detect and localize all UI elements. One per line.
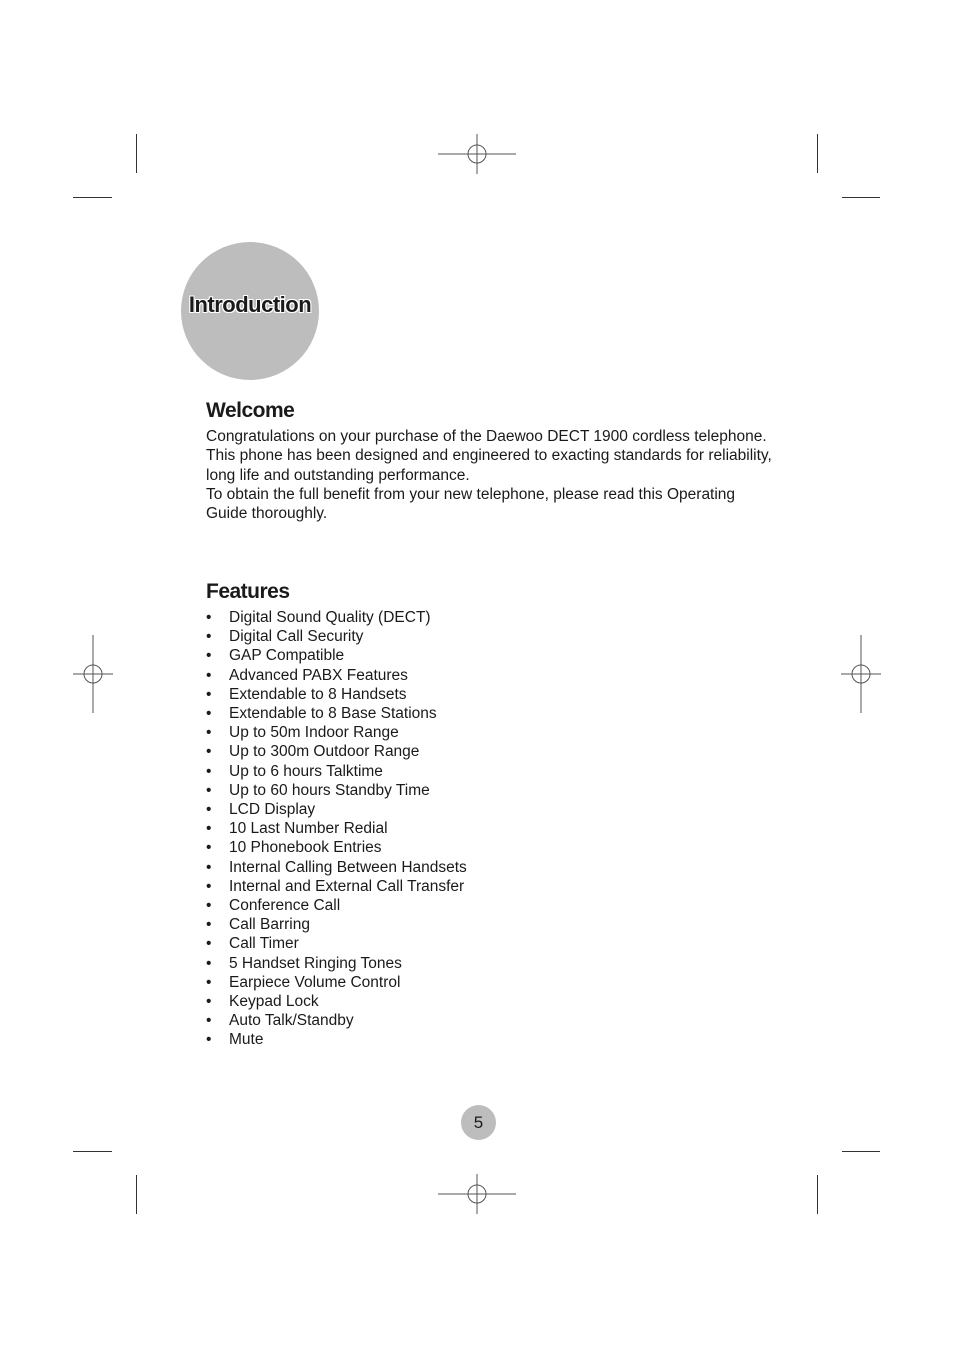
bullet: •	[206, 628, 212, 646]
feature-item	[206, 685, 467, 704]
feature-item	[206, 762, 467, 781]
feature-item	[206, 1030, 467, 1049]
feature-label: Call Timer	[229, 935, 299, 953]
bullet: •	[206, 916, 212, 934]
feature-label: Up to 300m Outdoor Range	[229, 743, 420, 761]
feature-item	[206, 800, 467, 819]
crop-mark	[136, 134, 137, 173]
welcome-paragraph: To obtain the full benefit from your new telephone, please read this Operating Guide thoroughly.	[206, 485, 736, 523]
feature-item	[206, 1011, 467, 1030]
bullet: •	[206, 935, 212, 953]
bullet: •	[206, 820, 212, 838]
feature-item	[206, 992, 467, 1011]
bullet: •	[206, 705, 212, 723]
bullet: •	[206, 1012, 212, 1030]
feature-label: Advanced PABX Features	[229, 666, 408, 684]
bullet: •	[206, 801, 212, 819]
feature-label: Internal Calling Between Handsets	[229, 858, 467, 876]
bullet: •	[206, 685, 212, 703]
bullet: •	[206, 724, 212, 742]
bullet: •	[206, 1031, 212, 1049]
page-number: 5	[461, 1105, 496, 1140]
welcome-heading: Welcome	[206, 399, 295, 422]
feature-label: 5 Handset Ringing Tones	[229, 954, 402, 972]
feature-item	[206, 781, 467, 800]
feature-item	[206, 627, 467, 646]
bullet: •	[206, 609, 212, 626]
feature-label: Up to 60 hours Standby Time	[229, 781, 430, 799]
feature-item	[206, 858, 467, 877]
feature-label: Internal and External Call Transfer	[229, 877, 465, 895]
crop-mark	[842, 197, 880, 198]
feature-label: Extendable to 8 Base Stations	[229, 705, 437, 723]
feature-item	[206, 646, 467, 665]
feature-label: Call Barring	[229, 916, 310, 934]
feature-item	[206, 608, 467, 627]
feature-label: Auto Talk/Standby	[229, 1012, 354, 1030]
feature-label: 10 Phonebook Entries	[229, 839, 382, 857]
bullet: •	[206, 973, 212, 991]
feature-item	[206, 973, 467, 992]
welcome-paragraph: Congratulations on your purchase of the Daewoo DECT 1900 cordless telephone.	[206, 428, 767, 445]
registration-mark	[54, 635, 132, 713]
feature-item	[206, 954, 467, 973]
bullet: •	[206, 666, 212, 684]
feature-item	[206, 704, 467, 723]
crop-mark	[842, 1151, 880, 1152]
feature-label: 10 Last Number Redial	[229, 820, 388, 838]
registration-mark	[438, 1155, 516, 1233]
feature-label: Conference Call	[229, 897, 341, 915]
feature-item	[206, 723, 467, 742]
bullet: •	[206, 954, 212, 972]
feature-label: Up to 6 hours Talktime	[229, 762, 383, 780]
feature-label: Extendable to 8 Handsets	[229, 685, 407, 703]
crop-mark	[136, 1175, 137, 1214]
feature-item	[206, 896, 467, 915]
features-list	[206, 608, 467, 1050]
feature-item	[206, 915, 467, 934]
feature-label: Up to 50m Indoor Range	[229, 724, 399, 742]
feature-item	[206, 742, 467, 761]
feature-label: Mute	[229, 1031, 264, 1049]
bullet: •	[206, 897, 212, 915]
crop-mark	[73, 197, 112, 198]
crop-mark	[817, 134, 818, 173]
welcome-body	[206, 427, 776, 523]
feature-label: GAP Compatible	[229, 647, 345, 665]
feature-item	[206, 877, 467, 896]
features-heading: Features	[206, 580, 290, 603]
bullet: •	[206, 877, 212, 895]
section-title: Introduction	[188, 292, 312, 317]
feature-label: Keypad Lock	[229, 993, 319, 1011]
crop-mark	[73, 1151, 112, 1152]
feature-label: Digital Sound Quality (DECT)	[229, 609, 431, 626]
bullet: •	[206, 839, 212, 857]
feature-item	[206, 666, 467, 685]
bullet: •	[206, 762, 212, 780]
crop-mark	[817, 1175, 818, 1214]
feature-item	[206, 838, 467, 857]
feature-item	[206, 819, 467, 838]
bullet: •	[206, 743, 212, 761]
bullet: •	[206, 993, 212, 1011]
bullet: •	[206, 858, 212, 876]
registration-mark	[438, 115, 516, 193]
feature-label: Earpiece Volume Control	[229, 973, 401, 991]
bullet: •	[206, 781, 212, 799]
feature-label: LCD Display	[229, 801, 316, 819]
welcome-paragraph: This phone has been designed and engineered to exacting standards for reliability, long life and outstanding performance.	[206, 447, 772, 484]
feature-label: Digital Call Security	[229, 628, 364, 646]
registration-mark	[822, 635, 900, 713]
feature-item	[206, 934, 467, 953]
bullet: •	[206, 647, 212, 665]
